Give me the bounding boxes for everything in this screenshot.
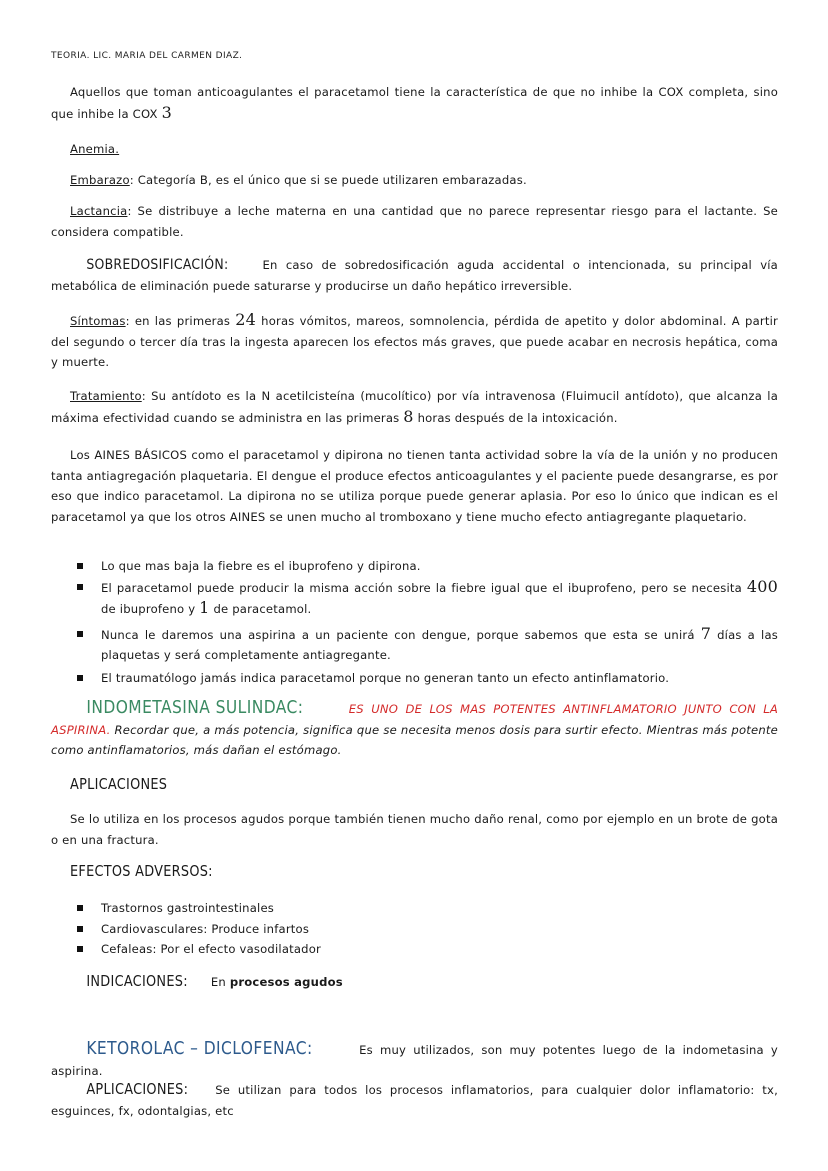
indicaciones-title: INDICACIONES: [86,972,188,990]
list-item-text: de paracetamol. [209,602,312,616]
list-item-number: 400 [746,576,778,596]
paragraph-ketorolac [51,1039,778,1081]
list-item [51,624,778,666]
bullet-square-icon [77,631,83,637]
paragraph-embarazo [51,170,778,191]
list-item-text: días a las plaquetas y será completamente antiagregante. [101,627,778,662]
paragraph-lactancia [51,201,778,242]
lactancia-label: Lactancia [70,204,128,218]
bullet-square-icon [77,563,83,569]
bullet-square-icon [77,926,83,932]
aplicaciones-2-text: Se utilizan para todos los procesos inflamatorios, para cualquier dolor inflamatorio: tx, esguinces, fx, odontalgias, etc [51,1083,778,1118]
sobredosis-text: En caso de sobredosificación aguda accidental o intencionada, su principal vía metabólica de eliminación puede saturarse y producirse un daño hepático irreversible. [51,258,778,293]
bullet-list-fiebre [51,556,778,688]
ketorolac-title: KETOROLAC – DICLOFENAC: [86,1038,313,1059]
paragraph-aplicaciones: Se lo utiliza en los procesos agudos porque también tienen mucho daño renal, como por ejemplo en un brote de gota o en una fractura. [51,812,778,847]
indicaciones-prefix: En [206,975,230,989]
page-header: TEORIA. LIC. MARIA DEL CARMEN DIAZ. [51,51,243,61]
efectos-adversos-heading: EFECTOS ADVERSOS: [70,862,213,880]
paragraph-indicaciones [51,971,778,993]
list-item [51,939,778,960]
bullet-square-icon [77,946,83,952]
list-item-text: Lo que mas baja la fiebre es el ibuprofeno y dipirona. [101,559,421,573]
paragraph-cox [51,82,778,124]
paragraph-indometasina [51,698,778,761]
list-item-number: 7 [700,623,712,643]
paragraph-sintomas [51,310,778,373]
aplicaciones-2-title: APLICACIONES: [86,1080,189,1098]
indometasina-title: INDOMETASINA SULINDAC: [86,697,304,718]
sintomas-label: Síntomas [70,314,126,328]
aplicaciones-heading: APLICACIONES [70,775,168,793]
lactancia-text: : Se distribuye a leche materna en una cantidad que no parece representar riesgo para el lactante. Se considera compatible. [51,204,778,239]
list-item-text: El paracetamol puede producir la misma acción sobre la fiebre igual que el ibuprofeno, pero se necesita [101,580,747,595]
sintomas-number: 24 [235,310,257,329]
sintomas-text-1: : en las primeras [125,314,236,328]
paragraph-aines: Los AINES BÁSICOS como el paracetamol y dipirona no tienen tanta actividad sobre la vía de la unión y no producen tanta antiagregación plaquetaria. El dengue el produce efectos anticoagulantes y el paciente puede desangrarse, es por eso que indico paracetamol. La dipirona no se utiliza porque puede generar aplasia. Por eso lo único que indican es el paracetamol ya que los otros AINES se unen mucho al tromboxano y tiene mucho efecto antiagregante plaquetario. [51,448,778,524]
paragraph-sobredosis [51,255,778,296]
embarazo-label: Embarazo [70,173,130,187]
bullet-list-efectos [51,898,778,960]
bullet-square-icon [77,584,83,590]
list-item [51,577,778,620]
list-item [51,898,778,919]
sobredosis-label: SOBREDOSIFICACIÓN: [86,257,229,273]
anemia-heading [51,139,778,160]
embarazo-text: : Categoría B, es el único que si se puede utilizaren embarazadas. [129,173,527,187]
list-item-text: El traumatólogo jamás indica paracetamol porque no generan tanto un efecto antinflamatorio. [101,670,670,685]
cox-text: Aquellos que toman anticoagulantes el paracetamol tiene la característica de que no inhibe la COX completa, sino que inhibe la COX [51,85,778,121]
list-item-text: Trastornos gastrointestinales [101,901,275,915]
tratamiento-text-1: : Su antídoto es la N acetilcisteína (mucolítico) por vía intravenosa (Fluimucil antídoto), que alcanza la máxima efectividad cuando se administra en las primeras [51,389,778,425]
sintomas-text-2: horas vómitos, mareos, somnolencia, pérdida de apetito y dolor abdominal. A partir del segundo o tercer día tras la ingesta aparecen los efectos más graves, que puede acabar en necrosis hepática, coma y muerte. [51,314,778,369]
anemia-label: Anemia. [70,142,120,156]
list-item [51,668,778,689]
list-item [51,919,778,940]
bullet-square-icon [77,675,83,681]
tratamiento-text-2: horas después de la intoxicación. [413,410,618,425]
bullet-square-icon [77,905,83,911]
list-item-text: Cefaleas: Por el efecto vasodilatador [101,942,321,956]
indometasina-highlight: ES UNO DE LOS MAS POTENTES ANTINFLAMATORIO JUNTO CON LA ASPIRINA. [51,702,778,737]
indicaciones-bold: procesos agudos [229,975,343,989]
ketorolac-text: Es muy utilizados, son muy potentes luego de la indometasina y aspirina. [51,1043,778,1078]
list-item [51,556,778,577]
tratamiento-label: Tratamiento [70,389,142,403]
cox-number: 3 [161,102,172,122]
list-item-text: Cardiovasculares: Produce infartos [101,921,310,936]
list-item-text: Nunca le daremos una aspirina a un paciente con dengue, porque sabemos que esta se unirá [101,627,701,642]
paragraph-tratamiento [51,386,778,428]
indometasina-text: Recordar que, a más potencia, significa que se necesita menos dosis para surtir efecto. Mientras más potente como antinflamatorios, más dañan el estómago. [51,722,778,757]
list-item-text: de ibuprofeno y [101,602,200,616]
list-item-number: 1 [199,598,210,617]
paragraph-aplicaciones-2 [51,1079,778,1121]
tratamiento-number: 8 [403,406,414,426]
